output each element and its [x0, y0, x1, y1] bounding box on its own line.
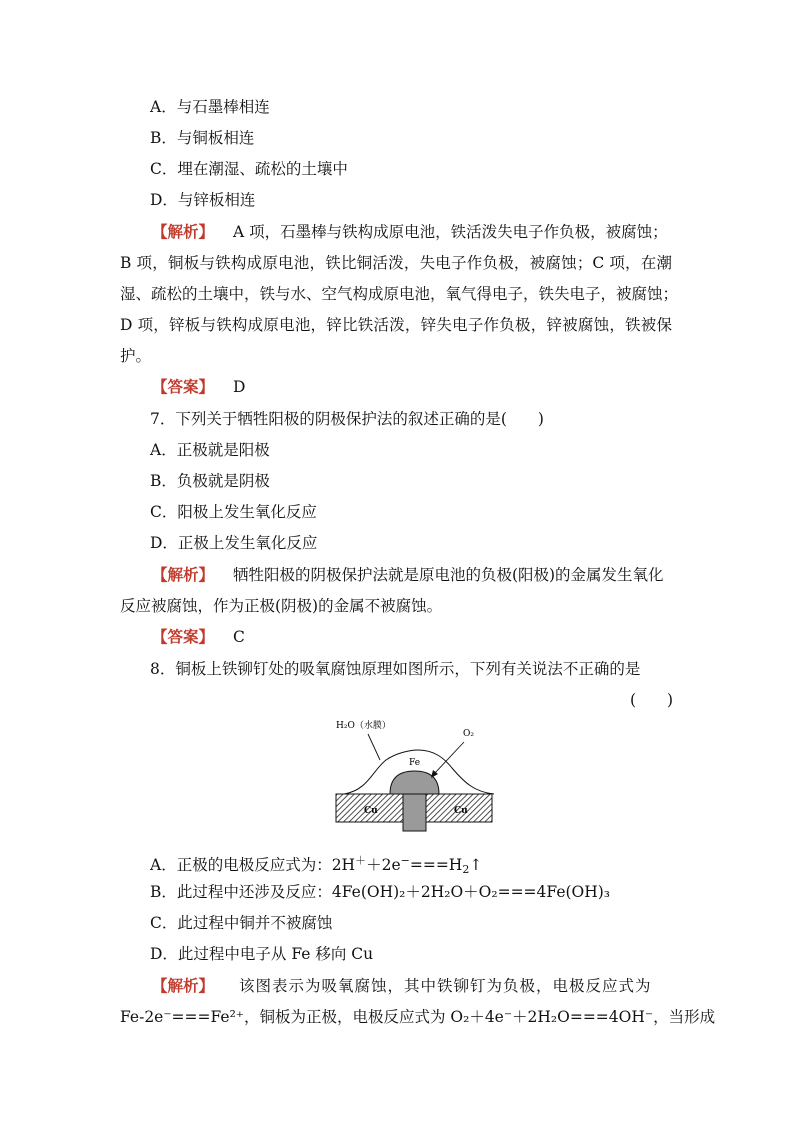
- q8-option-a-eq: ===H: [409, 856, 463, 874]
- analysis-tag: 【解析】: [152, 565, 215, 584]
- q6-analysis-line-2: B 项，铜板与铁构成原电池，铁比铜活泼，失电子作负极，被腐蚀；C 项，在潮: [120, 254, 672, 272]
- q7-option-c: C．阳极上发生氧化反应: [150, 503, 317, 521]
- q8-option-c: C．此过程中铜并不被腐蚀: [150, 914, 333, 932]
- analysis-tag: 【解析】: [152, 976, 215, 995]
- q6-analysis-line-1: [152, 222, 672, 242]
- rivet-shank: [403, 794, 426, 831]
- q6-analysis-line-3: 湿、疏松的土壤中，铁与水、空气构成原电池，氧气得电子，铁失电子，被腐蚀；: [120, 285, 679, 303]
- q7-stem: 7．下列关于牺牲阳极的阴极保护法的叙述正确的是( ): [150, 410, 544, 428]
- q6-answer: [152, 377, 245, 397]
- cu-left-label: Cu: [364, 806, 378, 816]
- q6-option-a: A．与石墨棒相连: [150, 98, 270, 116]
- q8-answer-paren: ( ): [630, 691, 674, 709]
- o2-arrow-line: [434, 742, 464, 774]
- rivet-corrosion-diagram: [330, 716, 500, 838]
- q7-option-d: D．正极上发生氧化反应: [150, 534, 318, 552]
- q7-option-b: B．负极就是阴极: [150, 472, 270, 490]
- analysis-tag: 【解析】: [152, 222, 215, 241]
- answer-value: C: [232, 628, 245, 646]
- q6-analysis-line-4: D 项，锌板与铁构成原电池，锌比铁活泼，锌失电子作负极，锌被腐蚀，铁被保: [120, 316, 672, 334]
- analysis-text: A 项，石墨棒与铁构成原电池，铁活泼失电子作负极，被腐蚀；: [232, 223, 668, 241]
- rivet-head: [390, 771, 439, 794]
- q8-option-a: A．正极的电极反应式为：$2H^++2e^-===H_2↑$: [150, 854, 483, 876]
- q8-option-a-pre: A．正极的电极反应式为：2H: [150, 856, 356, 874]
- q7-answer: [152, 627, 245, 647]
- q7-option-a: A．正极就是阳极: [150, 441, 270, 459]
- q6-analysis-line-5: 护。: [120, 347, 152, 365]
- q8-option-d: D．此过程中电子从 Fe 移向 Cu: [150, 945, 374, 963]
- q8-stem: 8．铜板上铁铆钉处的吸氧腐蚀原理如图所示，下列有关说法不正确的是: [150, 660, 641, 678]
- q7-analysis-line-2: 反应被腐蚀，作为正极(阴极)的金属不被腐蚀。: [120, 597, 443, 615]
- q8-analysis-line-1: [152, 976, 672, 996]
- answer-tag: 【答案】: [152, 377, 215, 396]
- q6-option-c: C．埋在潮湿、疏松的土壤中: [150, 160, 348, 178]
- fe-label: Fe: [409, 758, 421, 768]
- q8-option-a-mid: ＋2e: [366, 856, 401, 874]
- analysis-text: 该图表示为吸氧腐蚀，其中铁铆钉为负极，电极反应式为: [238, 977, 652, 995]
- analysis-text: 牺牲阳极的阴极保护法就是原电池的负极(阳极)的金属发生氧化: [232, 566, 664, 584]
- q8-analysis-line-2: Fe-2e⁻===Fe²⁺，铜板为正极，电极反应式为 O₂＋4e⁻＋2H₂O===4OH⁻，当形成: [120, 1008, 716, 1026]
- q8-option-a-end: ↑: [469, 856, 483, 874]
- q6-option-d: D．与锌板相连: [150, 191, 256, 209]
- diagram-svg: [330, 716, 500, 838]
- answer-value: D: [232, 378, 246, 396]
- q8-option-b: B．此过程中还涉及反应：4Fe(OH)₂＋2H₂O＋O₂===4Fe(OH)₃: [150, 883, 611, 901]
- cu-right-label: Cu: [454, 806, 468, 816]
- answer-tag: 【答案】: [152, 627, 215, 646]
- water-label: H₂O（水膜）: [336, 721, 391, 731]
- q7-analysis-line-1: [152, 565, 672, 585]
- water-pointer: [368, 734, 380, 760]
- q6-option-b: B．与铜板相连: [150, 129, 255, 147]
- o2-label: O₂: [463, 729, 474, 739]
